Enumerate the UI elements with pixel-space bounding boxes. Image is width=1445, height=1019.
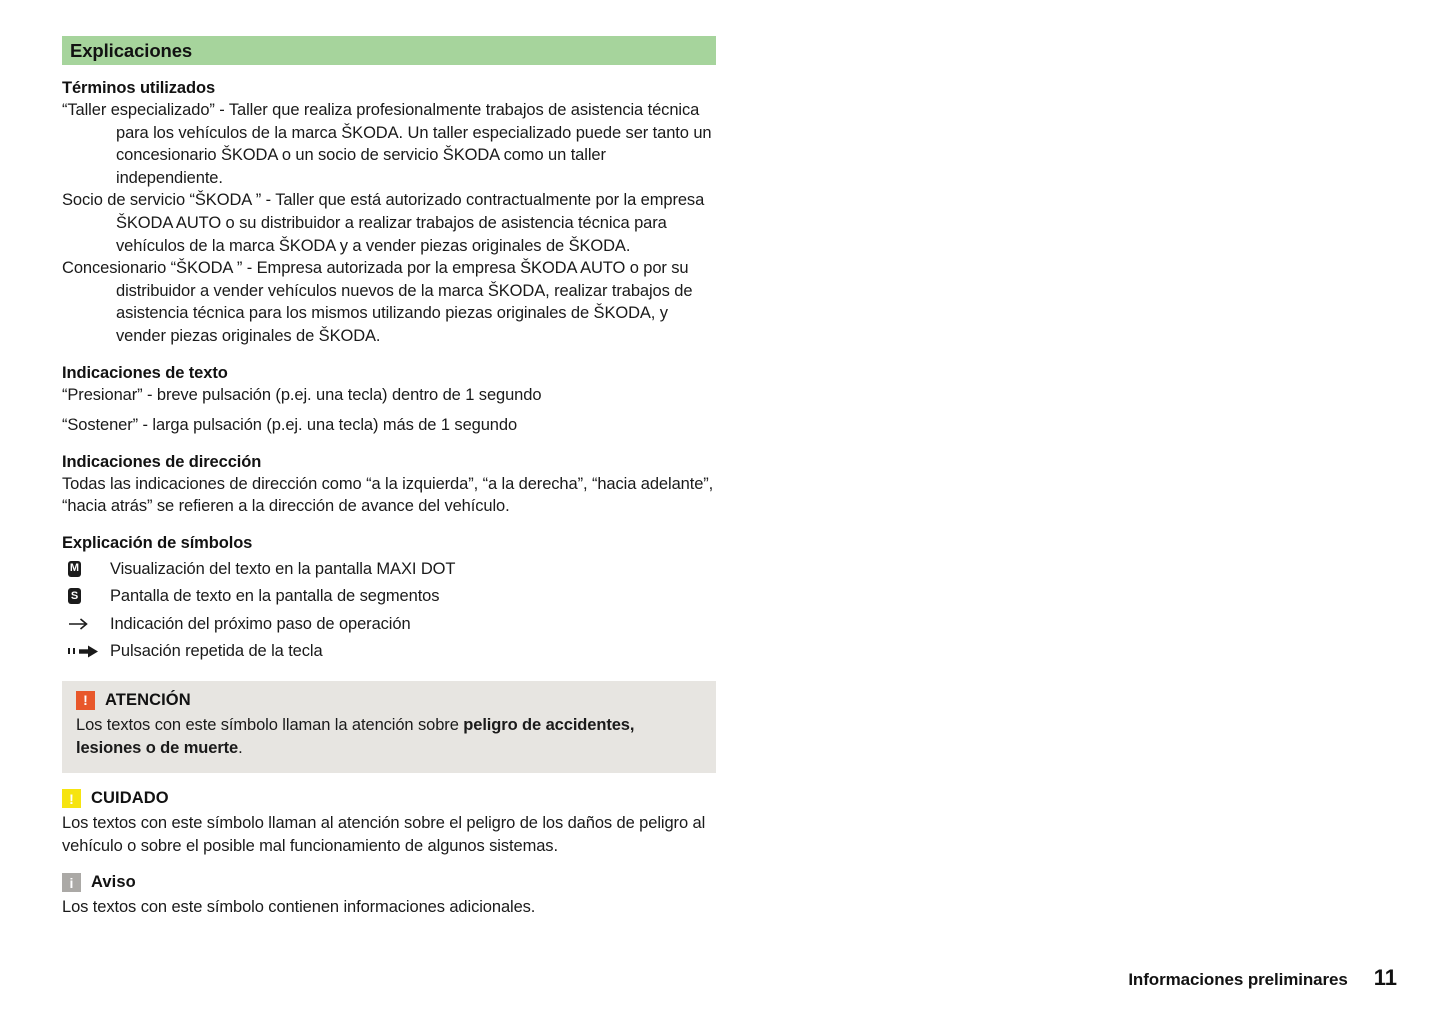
term-paragraph: Socio de servicio “ŠKODA ” - Taller que está autorizado contractualmente por la empresa ŠKODA AUTO o su distribuidor a realizar trabajos de asistencia técnica para vehículos de la marca ŠKODA y a vender piezas originales de ŠKODA. — [62, 191, 705, 255]
callout-body: Los textos con este símbolo contienen informaciones adicionales. — [62, 898, 536, 917]
caution-exclamation-icon: ! — [62, 789, 81, 808]
warning-exclamation-icon: ! — [76, 691, 95, 710]
callout-aviso — [62, 873, 716, 919]
repeated-press-arrow-shape — [68, 645, 99, 658]
callout-body: Los textos con este símbolo llaman al atención sobre el peligro de los daños de peligro al vehículo o sobre el posible mal funcionamiento de algunos sistemas. — [62, 814, 706, 855]
callout-title: Aviso — [91, 873, 136, 892]
heading-indicaciones-de-direccion: Indicaciones de dirección — [62, 452, 262, 471]
direction-indications-paragraph: Todas las indicaciones de dirección como “a la izquierda”, “a la derecha”, “hacia adelante”, “hacia atrás” se refieren a la dirección de avance del vehículo. — [62, 474, 714, 516]
symbol-legend-label: Indicación del próximo paso de operación — [110, 614, 411, 633]
maxi-dot-badge-letter: M — [68, 561, 81, 577]
symbol-legend-row — [62, 582, 716, 610]
callout-atencion — [62, 681, 716, 773]
section-header-explicaciones: Explicaciones — [62, 36, 716, 65]
text-indication-line: “Sostener” - larga pulsación (p.ej. una tecla) más de 1 segundo — [62, 416, 518, 435]
callout-body-tail: . — [238, 738, 243, 757]
callout-body-text: Los textos con este símbolo llaman la atención sobre — [76, 715, 464, 734]
text-indication-line: “Presionar” - breve pulsación (p.ej. una tecla) dentro de 1 segundo — [62, 385, 542, 404]
heading-explicacion-de-simbolos: Explicación de símbolos — [62, 533, 253, 552]
callout-header — [62, 789, 716, 808]
term-paragraph: Concesionario “ŠKODA ” - Empresa autorizada por la empresa ŠKODA AUTO o por su distribuidor a vender vehículos nuevos de la marca ŠKODA, realizar trabajos de asistencia técnica para los mismos utilizando piezas originales de ŠKODA, y vender piezas originales de ŠKODA. — [62, 259, 693, 345]
callout-body-emphasis: peligro de accidentes, lesiones o de muerte — [76, 715, 635, 757]
callout-header — [76, 691, 702, 710]
info-icon: i — [62, 873, 81, 892]
maxi-dot-badge-icon — [62, 561, 110, 577]
content-column — [62, 36, 716, 919]
callout-title: CUIDADO — [91, 789, 169, 808]
arrow-right-icon — [62, 617, 110, 631]
page-footer — [1128, 965, 1397, 991]
segment-display-badge-letter: S — [68, 588, 81, 604]
symbol-legend-list — [62, 555, 716, 665]
callout-header — [62, 873, 716, 892]
callout-cuidado — [62, 789, 716, 857]
arrow-head — [79, 645, 99, 658]
symbol-legend-row — [62, 637, 716, 665]
callout-body — [76, 714, 702, 759]
heading-indicaciones-de-texto: Indicaciones de texto — [62, 363, 228, 382]
term-paragraph: “Taller especializado” - Taller que realiza profesionalmente trabajos de asistencia técnica para los vehículos de la marca ŠKODA. Un taller especializado puede ser tanto un concesionario ŠKODA o un socio de servicio ŠKODA como un taller independiente. — [62, 101, 712, 187]
heading-terminos-utilizados: Términos utilizados — [62, 79, 216, 97]
footer-page-number: 11 — [1373, 965, 1397, 990]
segment-display-badge-icon — [62, 588, 110, 604]
repeated-press-arrow-icon — [62, 645, 110, 658]
symbol-legend-row — [62, 555, 716, 583]
repeat-tick — [73, 648, 75, 654]
symbol-legend-label: Pulsación repetida de la tecla — [110, 642, 323, 661]
repeat-tick — [68, 648, 70, 654]
symbol-legend-label: Visualización del texto en la pantalla MAXI DOT — [110, 559, 456, 578]
footer-chapter-label: Informaciones preliminares — [1128, 970, 1348, 989]
symbol-legend-row — [62, 610, 716, 638]
callout-title: ATENCIÓN — [105, 690, 191, 709]
symbol-legend-label: Pantalla de texto en la pantalla de segmentos — [110, 587, 440, 606]
